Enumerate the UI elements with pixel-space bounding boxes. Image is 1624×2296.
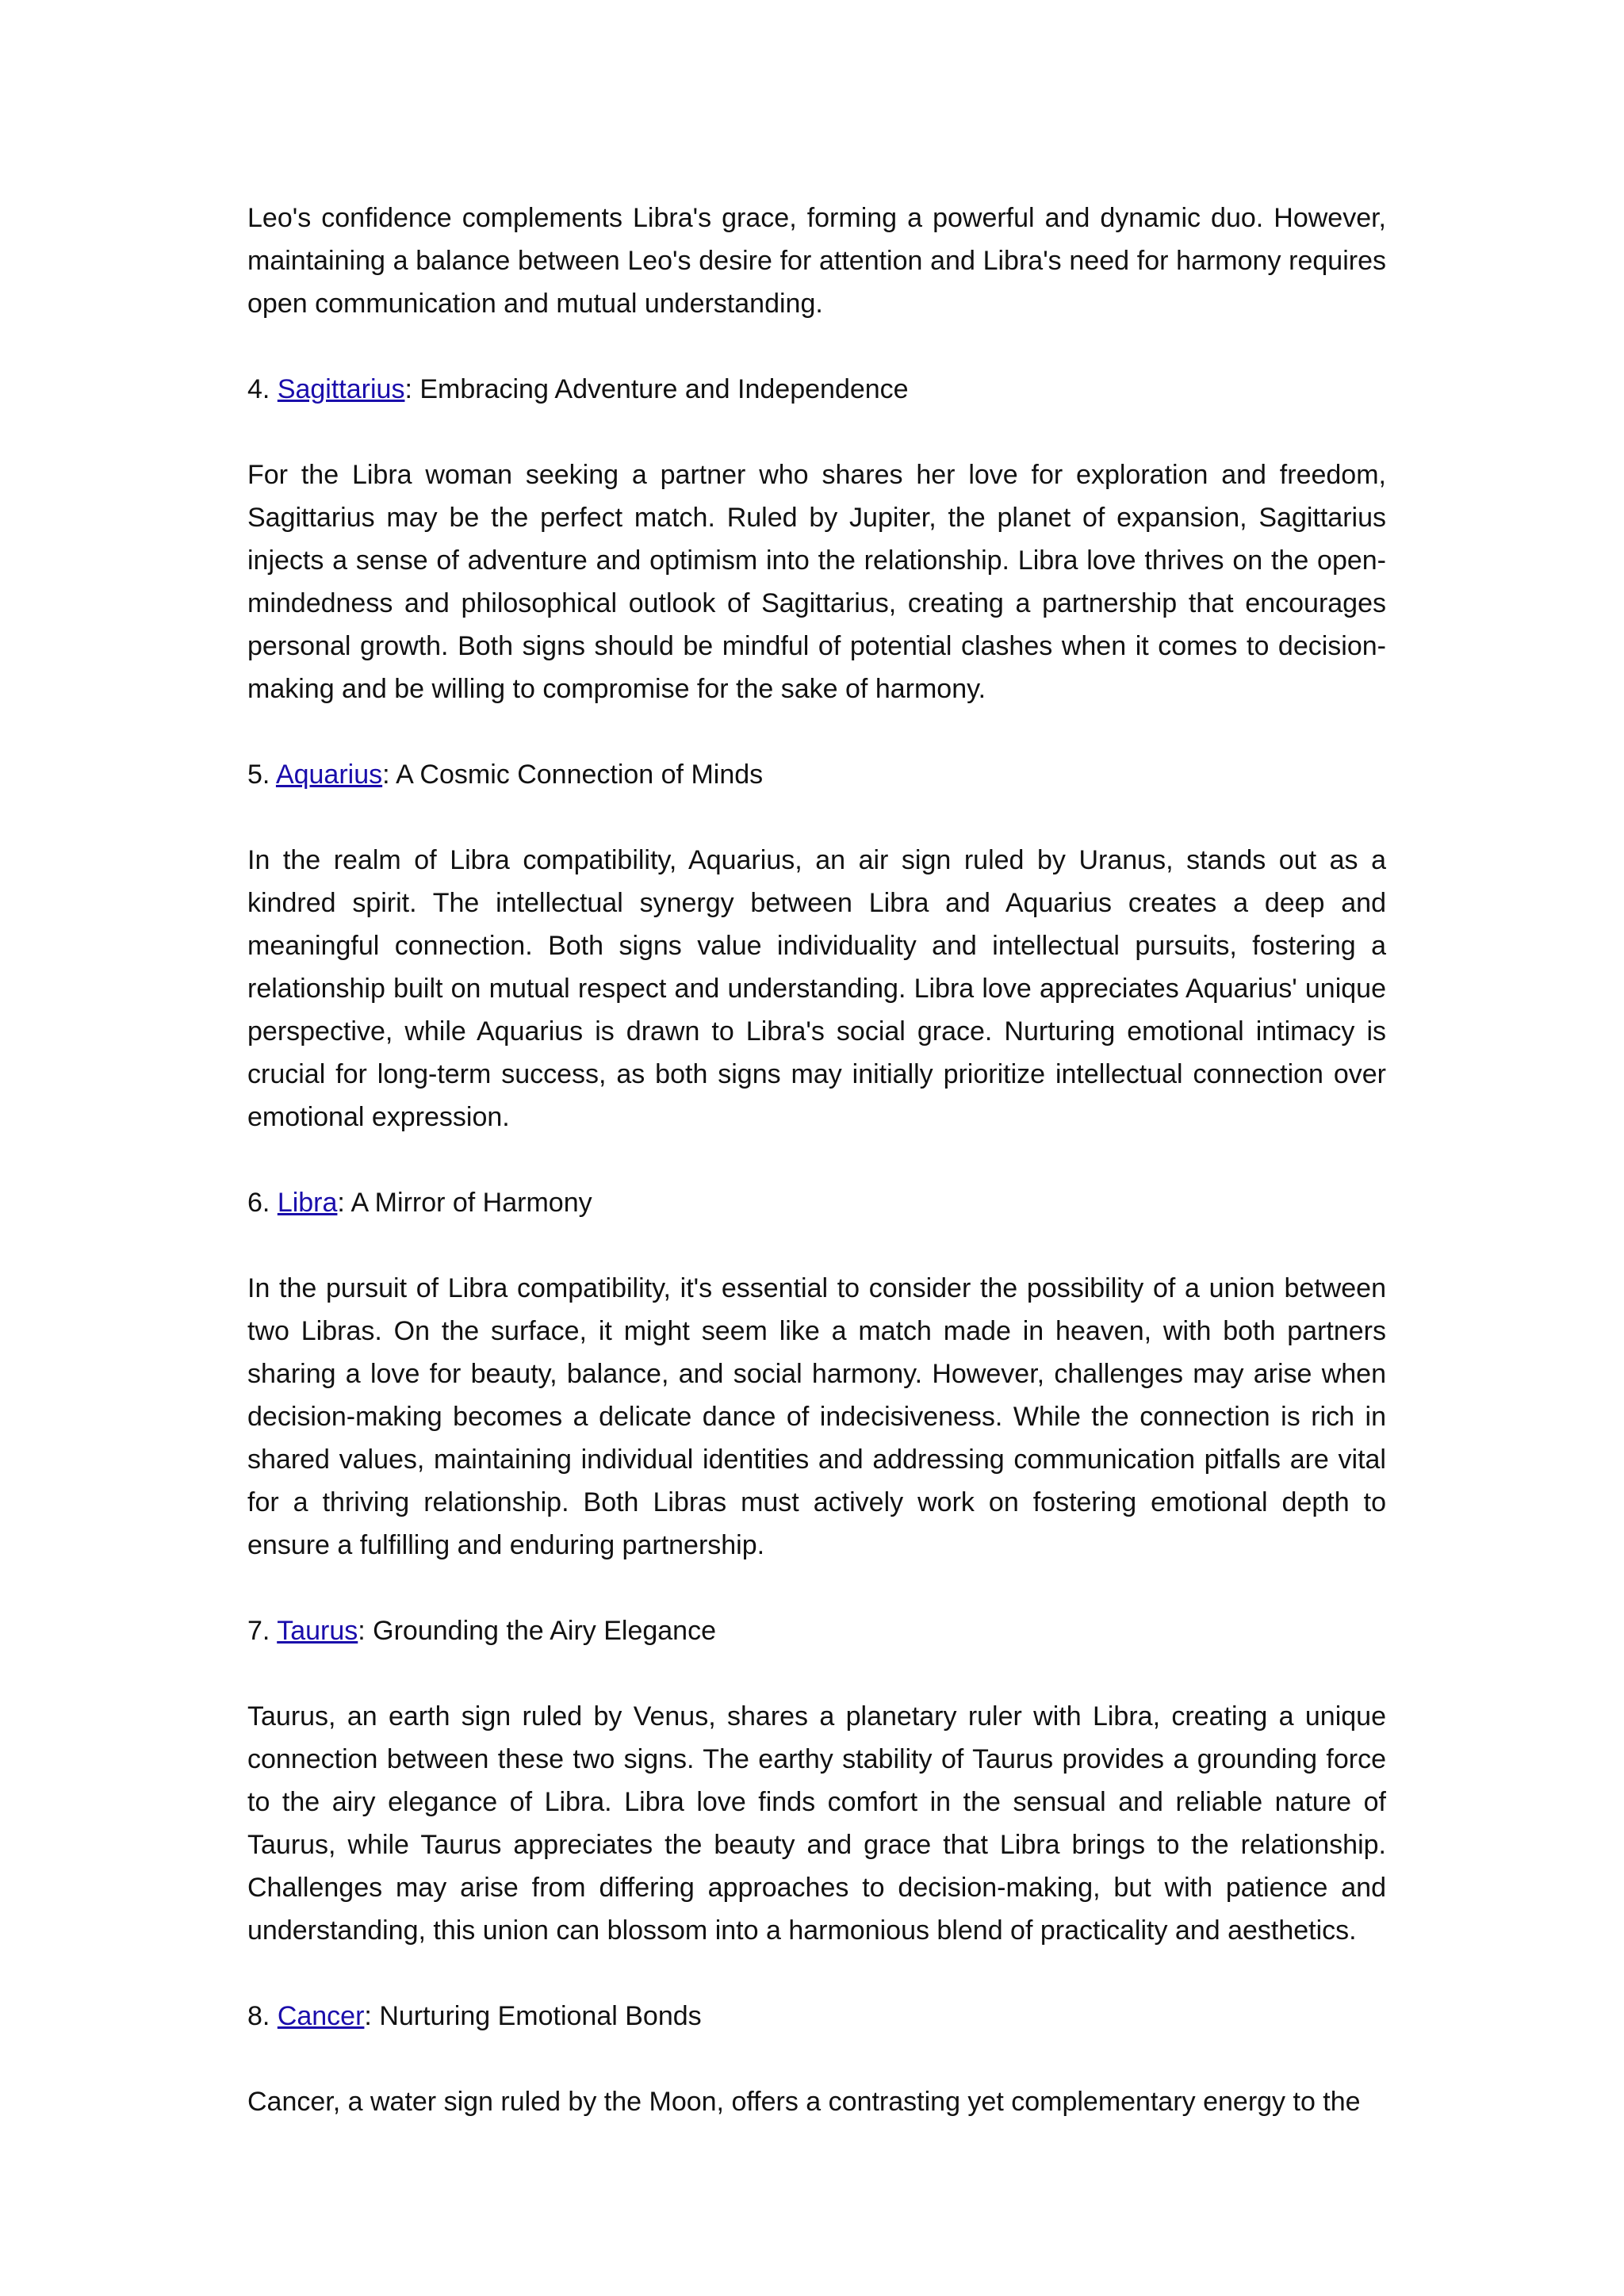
section-body-aquarius: In the realm of Libra compatibility, Aquarius, an air sign ruled by Uranus, stands out as a kindred spirit. The intellectual synergy between Libra and Aquarius creates a deep and meaningful connection. Both signs value individuality and intellectual pursuits, fostering a relationship built on mutual respect and understanding. Libra love appreciates Aquarius' unique perspective, while Aquarius is drawn to Libra's social grace. Nurturing emotional intimacy is crucial for long-term success, as both signs may initially prioritize intellectual connection over emotional expression. bbox=[247, 845, 1386, 1132]
section-number: 7. bbox=[247, 1616, 270, 1646]
section-body-libra: In the pursuit of Libra compatibility, it's essential to consider the possibility of a union between two Libras. On the surface, it might seem like a match made in heaven, with both partners sharing a love for beauty, balance, and social harmony. However, challenges may arise when decision-making becomes a delicate dance of indecisiveness. While the connection is rich in shared values, maintaining individual identities and addressing communication pitfalls are vital for a thriving relationship. Both Libras must actively work on fostering emotional depth to ensure a fulfilling and enduring partnership. bbox=[247, 1273, 1386, 1560]
section-body-sagittarius: For the Libra woman seeking a partner who shares her love for exploration and freedom, Sagittarius may be the perfect match. Ruled by Jupiter, the planet of expansion, Sagittarius injects a sense of adventure and optimism into the relationship. Libra love thrives on the open-mindedness and philosophical outlook of Sagittarius, creating a partnership that encourages personal growth. Both signs should be mindful of potential clashes when it comes to decision-making and be willing to compromise for the sake of harmony. bbox=[247, 460, 1386, 704]
aquarius-link[interactable]: Aquarius bbox=[275, 760, 383, 790]
section-heading-aquarius bbox=[247, 753, 1386, 796]
section-title: : Grounding the Airy Elegance bbox=[358, 1616, 716, 1646]
section-title: : Nurturing Emotional Bonds bbox=[364, 2001, 702, 2031]
section-number: 8. bbox=[247, 2001, 270, 2031]
section-title: : A Mirror of Harmony bbox=[337, 1188, 592, 1218]
section-heading-libra bbox=[247, 1181, 1386, 1224]
section-number: 5. bbox=[247, 760, 270, 790]
section-number: 4. bbox=[247, 374, 270, 404]
sagittarius-link[interactable]: Sagittarius bbox=[277, 374, 405, 404]
section-heading-taurus bbox=[247, 1609, 1386, 1652]
section-title: : Embracing Adventure and Independence bbox=[404, 374, 909, 404]
section-number: 6. bbox=[247, 1188, 270, 1218]
taurus-link[interactable]: Taurus bbox=[277, 1616, 358, 1646]
document-page bbox=[247, 197, 1386, 2166]
section-title: : A Cosmic Connection of Minds bbox=[382, 760, 764, 790]
cancer-link[interactable]: Cancer bbox=[277, 2001, 365, 2031]
section-body-cancer: Cancer, a water sign ruled by the Moon, offers a contrasting yet complementary energy to the bbox=[247, 2087, 1361, 2117]
section-heading-cancer bbox=[247, 1995, 1386, 2038]
libra-link[interactable]: Libra bbox=[277, 1188, 338, 1218]
section-heading-sagittarius bbox=[247, 368, 1386, 411]
intro-paragraph: Leo's confidence complements Libra's grace, forming a powerful and dynamic duo. However, maintaining a balance between Leo's desire for attention and Libra's need for harmony requires open communication and mutual understanding. bbox=[247, 203, 1386, 319]
section-body-taurus: Taurus, an earth sign ruled by Venus, shares a planetary ruler with Libra, creating a unique connection between these two signs. The earthy stability of Taurus provides a grounding force to the airy elegance of Libra. Libra love finds comfort in the sensual and reliable nature of Taurus, while Taurus appreciates the beauty and grace that Libra brings to the relationship. Challenges may arise from differing approaches to decision-making, but with patience and understanding, this union can blossom into a harmonious blend of practicality and aesthetics. bbox=[247, 1701, 1386, 1946]
